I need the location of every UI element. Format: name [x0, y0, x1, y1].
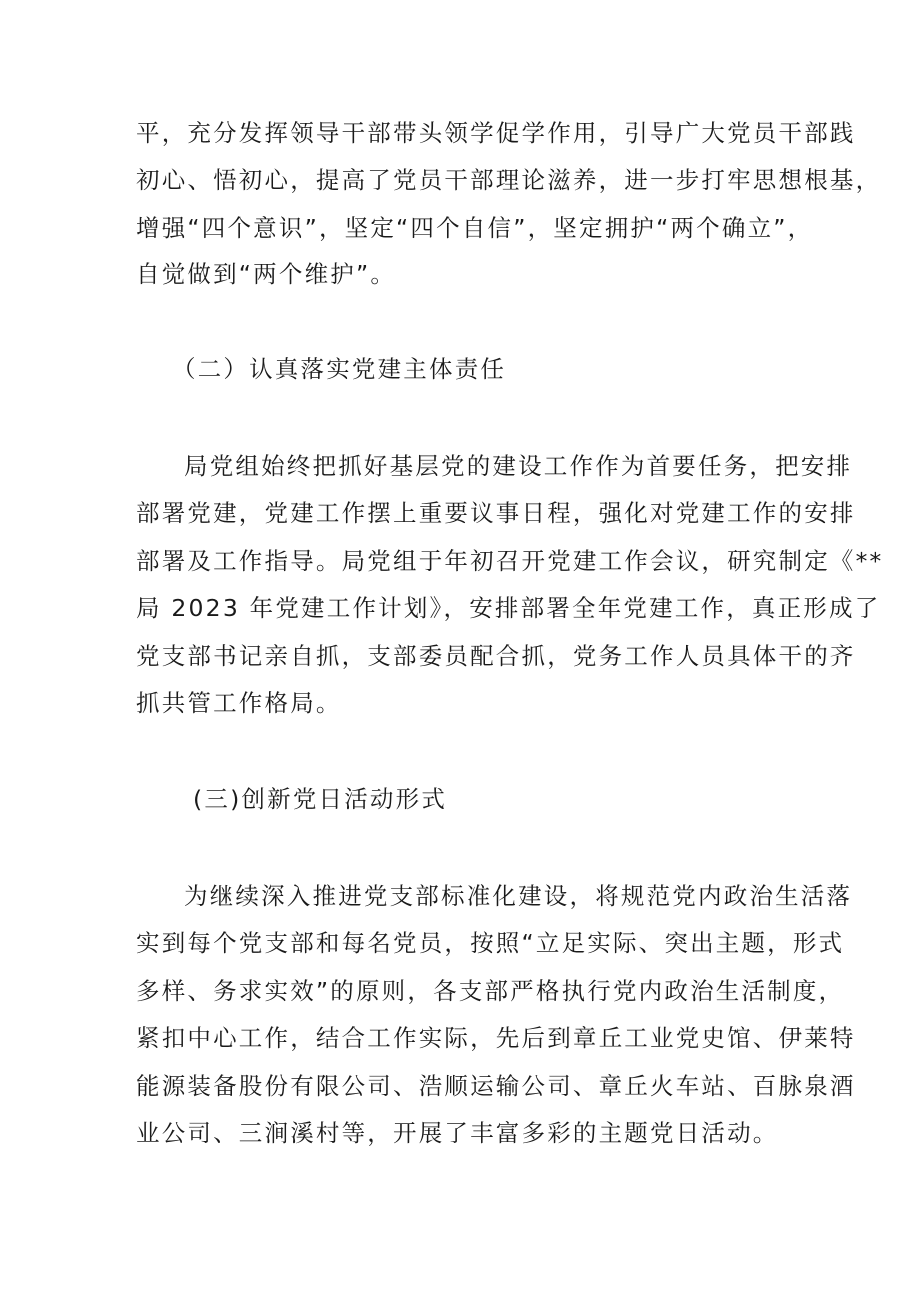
paragraph-2-line-4: 局 2023 年党建工作计划》，安排部署全年党建工作，真正形成了 — [136, 594, 881, 622]
paragraph-1-line-3: 增强“四个意识”，坚定“四个自信”，坚定拥护“两个确立”， — [136, 214, 814, 242]
section-heading-2: （二）认真落实党建主体责任 — [172, 355, 507, 383]
paragraph-1-line-1: 平，充分发挥领导干部带头领学促学作用，引导广大党员干部践 — [136, 119, 856, 147]
paragraph-3-line-2: 实到每个党支部和每名党员，按照“立足实际、突出主题，形式 — [136, 929, 845, 957]
paragraph-1-line-4: 自觉做到“两个维护”。 — [136, 260, 397, 288]
paragraph-2-line-5: 党支部书记亲自抓，支部委员配合抓，党务工作人员具体干的齐 — [136, 642, 856, 670]
paragraph-3-line-3: 多样、务求实效”的原则，各支部严格执行党内政治生活制度， — [136, 977, 845, 1005]
paragraph-1-line-2: 初心、悟初心，提高了党员干部理论滋养，进一步打牢思想根基， — [136, 166, 882, 194]
paragraph-2-line-6: 抓共管工作格局。 — [136, 689, 342, 717]
paragraph-2-line-3: 部署及工作指导。局党组于年初召开党建工作会议，研究制定《** — [136, 547, 884, 575]
paragraph-2-line-1: 局党组始终把抓好基层党的建设工作作为首要任务，把安排 — [184, 452, 853, 480]
paragraph-3-line-4: 紧扣中心工作，结合工作实际，先后到章丘工业党史馆、伊莱特 — [136, 1024, 856, 1052]
paragraph-3-line-1: 为继续深入推进党支部标准化建设，将规范党内政治生活落 — [184, 882, 853, 910]
paragraph-3-line-5: 能源装备股份有限公司、浩顺运输公司、章丘火车站、百脉泉酒 — [136, 1072, 856, 1100]
paragraph-3-line-6: 业公司、三涧溪村等，开展了丰富多彩的主题党日活动。 — [136, 1119, 779, 1147]
section-heading-3: (三)创新党日活动形式 — [193, 785, 448, 813]
paragraph-2-line-2: 部署党建，党建工作摆上重要议事日程，强化对党建工作的安排 — [136, 499, 856, 527]
